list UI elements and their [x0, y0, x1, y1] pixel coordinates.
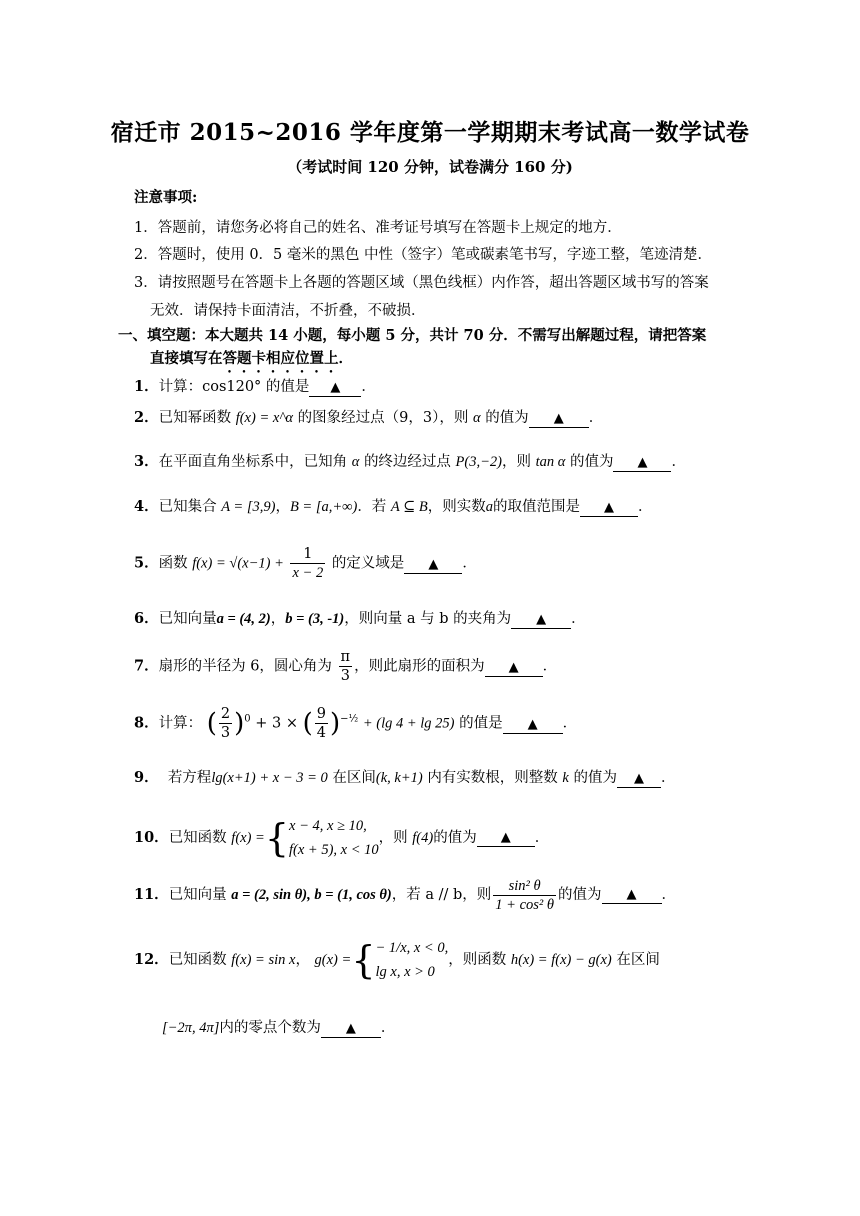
question-3: 3．在平面直角坐标系中，已知角 α 的终边经过点 P(3,−2)，则 tan α 的值为 ▲ ． — [134, 453, 686, 470]
fraction: $\frac{\pi}{3}$ — [340, 649, 351, 684]
answer-blank: ▲ — [511, 612, 571, 629]
question-2: 2．已知幂函数 f(x) = x^α 的图象经过点（9，3），则 α 的值为 ▲ ． — [134, 409, 604, 426]
answer-blank: ▲ — [580, 500, 638, 517]
question-8: 8．计算： ( $\frac{2}{3}$ )$^0$ + 3 × ( $\frac{9}{4}$ )$^{-\frac{1}{2}}$ + (lg 4 + lg 25) 的值是 ▲ ． — [134, 706, 578, 741]
answer-blank: ▲ — [404, 557, 462, 574]
fraction: $\frac{9}{4}$ — [316, 706, 326, 741]
question-9: 9． 若方程lg(x+1) + x − 3 = 0 在区间(k, k+1) 内有实数根，则整数 k 的值为 ▲ ． — [134, 769, 676, 786]
fraction: $\frac{2}{3}$ — [220, 706, 231, 741]
answer-blank: ▲ — [602, 887, 662, 904]
question-5: 5．函数 f(x) = √(x−1) + $\frac{1}{x - 2}$ 的定义域是 ▲ ． — [134, 546, 477, 581]
question-6: 6．已知向量a = (4, 2)，b = (3, -1)，则向量 a 与 b 的夹角为 ▲ ． — [134, 610, 586, 627]
note-3-cont: 无效．请保持卡面清洁，不折叠，不破损． — [150, 303, 426, 319]
question-12-cont: [−2π, 4π]内的零点个数为 ▲ ． — [162, 1020, 396, 1036]
answer-blank: ▲ — [613, 455, 671, 472]
answer-blank: ▲ — [617, 771, 661, 788]
section-instruction-1: 一、填空题：本大题共 14 小题，每小题 5 分，共计 70 分．不需写出解题过程，请把答案 — [118, 327, 707, 344]
answer-blank: ▲ — [503, 717, 563, 734]
piecewise-cases: − 1/x, x < 0, lg x, x > 0 — [375, 940, 449, 980]
note-2: 2．答题时，使用 0．5 毫米的黑色 中性（签字）笔或碳素笔书写，字迹工整，笔迹清楚． — [134, 247, 712, 263]
question-1: 1．计算：cos120° 的值是 ▲ ． — [134, 378, 376, 395]
fraction: $\frac{\text{sin² θ}}{\text{1 + cos² θ}}$ — [495, 877, 555, 913]
question-10: 10． 已知函数 f(x) = { x − 4, x ≥ 10, f(x + 5), x < 10 ，则 f(4) 的值为 ▲ ． — [134, 816, 550, 860]
dotted-emphasis: 答题卡相应位置上 — [222, 350, 339, 367]
section-instruction-2: 直接填写在答题卡相应位置上． — [150, 350, 353, 367]
answer-blank: ▲ — [485, 660, 543, 677]
exam-subtitle: （考试时间 120 分钟，试卷满分 160 分) — [287, 158, 573, 176]
note-1: 1．答题前，请您务必将自己的姓名、准考证号填写在答题卡上规定的地方． — [134, 220, 622, 236]
note-3: 3．请按照题号在答题卡上各题的答题区域（黑色线框）内作答，超出答题区域书写的答案 — [134, 275, 709, 291]
question-12: 12． 已知函数 f(x) = sin x ， g(x) = { − 1/x, x < 0, lg x, x > 0 ，则函数 h(x) = f(x) − g(x) 在区间 — [134, 938, 660, 982]
answer-blank: ▲ — [321, 1021, 381, 1038]
question-11: 11． 已知向量 a = (2, sin θ), b = (1, cos θ) ，若 a // b，则 $\frac{\text{sin² θ}}{\text{1 + cos² θ}}$ 的值为 ▲ ． — [134, 877, 677, 913]
exam-title: 宿迁市 2015~2016 学年度第一学期期末考试高一数学试卷 — [110, 119, 750, 146]
answer-blank: ▲ — [477, 830, 535, 847]
fraction: $\frac{1}{x - 2}$ — [292, 546, 324, 581]
piecewise-cases: x − 4, x ≥ 10, f(x + 5), x < 10 — [289, 818, 379, 858]
notes-heading: 注意事项: — [134, 189, 198, 206]
question-7: 7．扇形的半径为 6，圆心角为 $\frac{\pi}{3}$ ，则此扇形的面积为 ▲ ． — [134, 649, 558, 684]
question-4: 4．已知集合 A = [3,9)，B = [a,+∞)．若 A ⊆ B，则实数a的取值范围是 ▲ ． — [134, 498, 653, 515]
answer-blank: ▲ — [529, 411, 589, 428]
answer-blank: ▲ — [309, 380, 361, 397]
